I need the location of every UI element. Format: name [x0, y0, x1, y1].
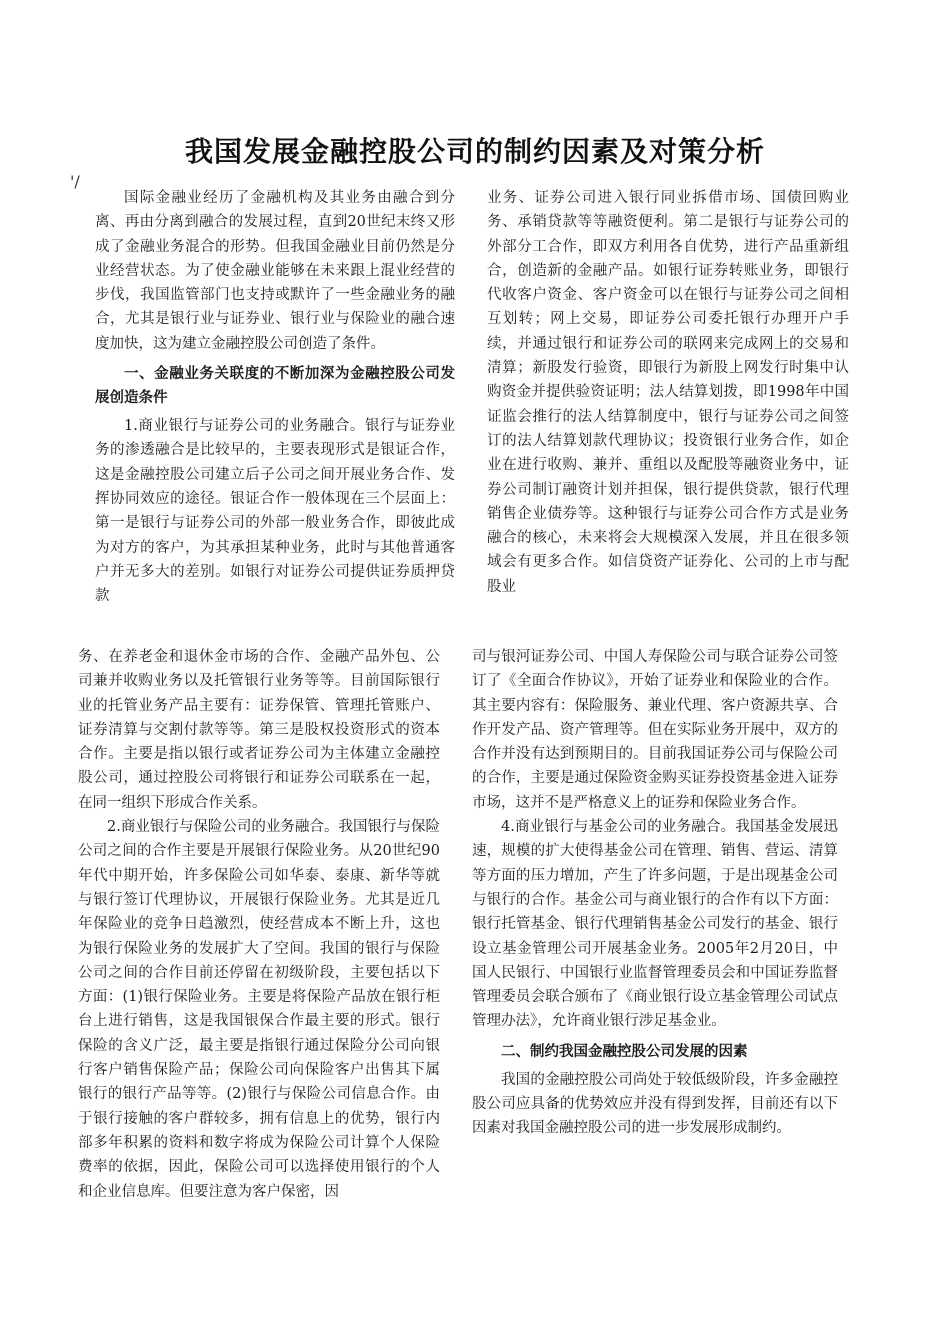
paragraph: 1.商业银行与证券公司的业务融合。银行与证券业务的渗透融合是比较早的，主要表现形式是银证合作，这是金融控股公司建立后子公司之间开展业务合作、发挥协同效应的途径。银证合作一般体现在三个层面上：第一是银行与证券公司的外部一般业务合作，即彼此成为对方的客户，为其承担某种业务，此时与其他普通客户并无多大的差别。如银行对证券公司提供证券质押贷款: [95, 418, 455, 605]
paragraph: 4.商业银行与基金公司的业务融合。我国基金发展迅速，规模的扩大使得基金公司在管理、销售、营运、清算等方面的压力增加，产生了许多问题，于是出现基金公司与银行的合作。基金公司与商业银行的合作有以下方面：银行托管基金、银行代理销售基金公司发行的基金、银行设立基金管理公司开展基金业务。2005年2月20日，中国人民银行、中国银行业监督管理委员会和中国证券监督管理委员会联合颁布了《商业银行设立基金管理公司试点管理办法》，允许商业银行涉足基金业。: [472, 819, 838, 1030]
paragraph: 务、在养老金和退休金市场的合作、金融产品外包、公司兼并收购业务以及托管银行业务等等。目前国际银行业的托管业务产品主要有：证券保管、管理托管账户、证券清算与交割付款等等。第三是股权投资形式的资本合作。主要是指以银行或者证券公司为主体建立金融控股公司，通过控股公司将银行和证券公司联系在一起，在同一组织下形成合作关系。: [78, 649, 440, 811]
column-lower-left: [78, 645, 440, 1204]
paragraph: 国际金融业经历了金融机构及其业务由融合到分离、再由分离到融合的发展过程，直到20世纪末终又形成了金融业务混合的形势。但我国金融业目前仍然是分业经营状态。为了使金融业能够在未来跟上混业经营的步伐，我国监管部门也支持或默许了一些金融业务的融合，尤其是银行业与证券业、银行业与保险业的融合速度加快，这为建立金融控股公司创造了条件。: [95, 190, 455, 352]
page-title: 我国发展金融控股公司的制约因素及对策分析: [184, 135, 765, 168]
paragraph: 2.商业银行与保险公司的业务融合。我国银行与保险公司之间的合作主要是开展银行保险业务。从20世纪90年代中期开始，许多保险公司如华泰、泰康、新华等就与银行签订代理协议，开展银行保险业务。尤其是近几年保险业的竞争日趋激烈，使经营成本不断上升，这也为银行保险业务的发展扩大了空间。我国的银行与保险公司之间的合作目前还停留在初级阶段，主要包括以下方面：(1)银行保险业务。主要是将保险产品放在银行柜台上进行销售，这是我国银保合作最主要的形式。银行保险的含义广泛，最主要是指银行通过保险分公司向银行客户销售保险产品；保险公司向保险客户出售其下属银行的银行产品等等。(2)银行与保险公司信息合作。由于银行接触的客户群较多，拥有信息上的优势，银行内部多年积累的资料和数字将成为保险公司计算个人保险费率的依据，因此，保险公司可以选择使用银行的个人和企业信息库。但要注意为客户保密，因: [78, 819, 440, 1200]
margin-mark: '/: [70, 172, 80, 191]
column-lower-right: [472, 645, 838, 1141]
paragraph: 司与银河证券公司、中国人寿保险公司与联合证券公司签订了《全面合作协议》，开始了证券业和保险业的合作。其主要内容有：保险服务、兼业代理、客户资源共享、合作开发产品、资产管理等。但在实际业务开展中，双方的合作并没有达到预期目的。目前我国证券公司与保险公司的合作，主要是通过保险资金购买证券投资基金进入证券市场，这并不是严格意义上的证券和保险业务合作。: [472, 649, 838, 811]
paragraph: 业务、证券公司进入银行同业拆借市场、国债回购业务、承销贷款等等融资便利。第二是银行与证券公司的外部分工合作，即双方利用各自优势，进行产品重新组合，创造新的金融产品。如银行证券转账业务，即银行代收客户资金、客户资金可以在银行与证券公司之间相互划转；网上交易，即证券公司委托银行办理开户手续，并通过银行和证券公司的联网来完成网上的交易和清算；新股发行验资，即银行为新股上网发行时集中认购资金并提供验资证明；法人结算划拨，即1998年中国证监会推行的法人结算制度中，银行与证券公司之间签订的法人结算划款代理协议；投资银行业务合作，如企业在进行收购、兼并、重组以及配股等融资业务中，证券公司制订融资计划并担保，银行提供贷款，银行代理销售企业债券等。这种银行与证券公司合作方式是业务融合的核心，未来将会大规模深入发展，并且在很多领域会有更多合作。如信贷资产证券化、公司的上市与配股业: [487, 190, 849, 595]
section-heading: 一、金融业务关联度的不断加深为金融控股公司发展创造条件: [95, 366, 455, 407]
column-upper-right: [487, 186, 849, 599]
section-heading: 二、制约我国金融控股公司发展的因素: [501, 1043, 748, 1060]
column-upper-left: [95, 186, 455, 608]
paragraph: 我国的金融控股公司尚处于较低级阶段，许多金融控股公司应具备的优势效应并没有得到发挥，目前还有以下因素对我国金融控股公司的进一步发展形成制约。: [472, 1071, 838, 1137]
